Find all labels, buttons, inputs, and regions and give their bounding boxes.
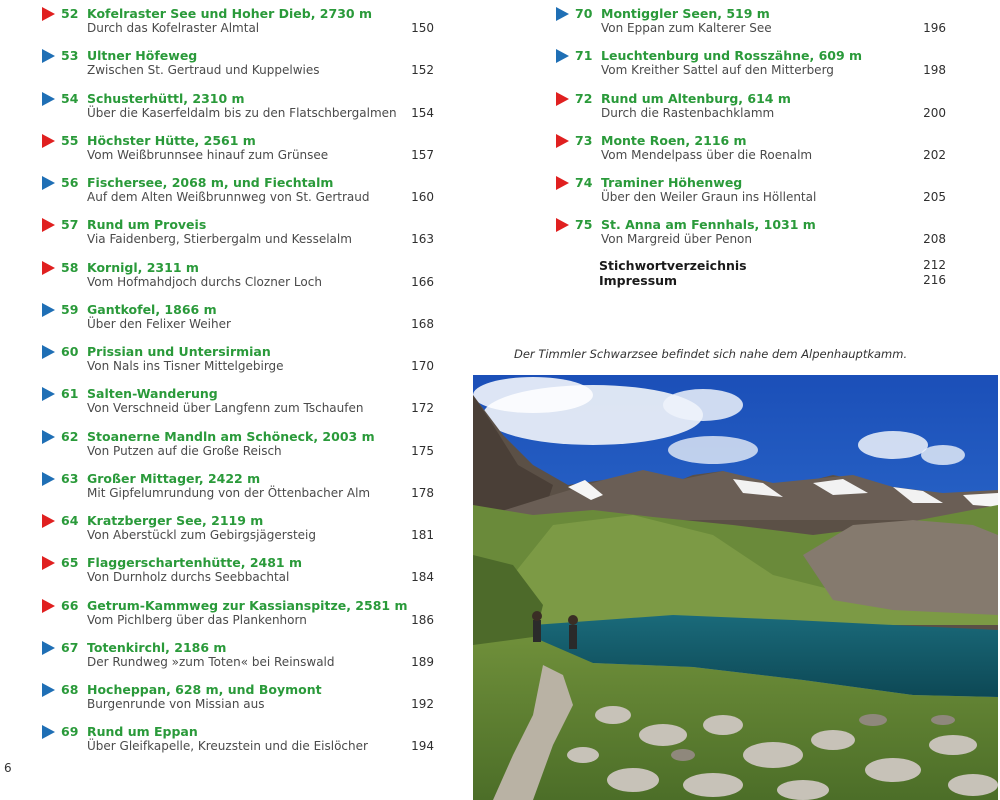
toc-entry[interactable] [42,680,434,714]
toc-entry[interactable] [42,384,434,418]
toc-entry-subtitle: Vom Hofmahdjoch durchs Clozner Loch [87,274,322,289]
toc-entry-page: 198 [923,63,946,78]
blue-triangle-icon [42,683,55,697]
blue-triangle-icon [42,472,55,486]
toc-entry-number: 63 [61,470,79,486]
toc-entry-page: 205 [923,190,946,204]
blue-triangle-icon [42,345,55,359]
toc-entry-subtitle: Von Durnholz durchs Seebbachtal [87,570,290,585]
toc-entry-title: Montiggler Seen, 519 m [601,6,770,21]
toc-entry-page: 170 [411,359,434,373]
toc-entry-page: 194 [411,739,434,754]
index-page: 212 [923,258,946,272]
toc-entry-number: 72 [575,90,593,106]
toc-entry-subtitle: Vom Mendelpass über die Roenalm [601,147,813,162]
toc-entry-number: 70 [575,6,593,21]
red-triangle-icon [556,218,569,232]
toc-entry[interactable] [42,4,434,38]
red-triangle-icon [42,599,55,613]
toc-entry-subtitle: Von Aberstückl zum Gebirgsjägersteig [87,528,316,542]
toc-entry-title: Salten-Wanderung [87,386,218,402]
blue-triangle-icon [42,92,55,106]
toc-entry-title: Hocheppan, 628 m, und Boymont [87,682,322,697]
toc-entry-title: Schusterhüttl, 2310 m [87,90,245,106]
toc-entry-title: Kornigl, 2311 m [87,259,199,275]
toc-entry[interactable] [42,215,434,249]
red-triangle-icon [556,92,569,106]
toc-entry[interactable] [42,427,434,461]
toc-entry-number: 59 [61,301,79,317]
toc-entry-subtitle: Burgenrunde von Missian aus [87,697,265,711]
toc-entry-page: 192 [411,697,434,711]
toc-entry-subtitle: Von Verschneid über Langfenn zum Tschaufen [87,401,364,416]
toc-entry[interactable] [556,215,946,249]
blue-triangle-icon [42,49,55,63]
toc-entry-subtitle: Über den Felixer Weiher [87,316,231,331]
toc-entry-title: Prissian und Untersirmian [87,344,271,359]
index-entry [556,273,946,289]
toc-entry-subtitle: Von Nals ins Tisner Mittelgebirge [87,359,284,373]
toc-entry-subtitle: Via Faidenberg, Stierbergalm und Kesselalm [87,232,352,247]
toc-entry[interactable] [42,173,434,207]
blue-triangle-icon [42,176,55,190]
toc-entry-number: 75 [575,217,593,233]
red-triangle-icon [42,218,55,232]
red-triangle-icon [556,134,569,148]
toc-entry-page: 202 [923,147,946,162]
toc-entry-subtitle: Der Rundweg »zum Toten« bei Reinswald [87,654,335,669]
red-triangle-icon [42,556,55,570]
toc-entry-subtitle: Über die Kaserfeldalm bis zu den Flatschbergalmen [87,105,397,120]
toc-entry-title: Höchster Hütte, 2561 m [87,132,256,148]
toc-entry-title: Rund um Eppan [87,724,198,740]
toc-entry[interactable] [556,89,946,123]
blue-triangle-icon [42,725,55,739]
toc-entry[interactable] [556,46,946,80]
toc-entry-page: 166 [411,274,434,289]
toc-entry-title: Ultner Höfeweg [87,48,198,64]
toc-entry-page: 184 [411,570,434,585]
toc-entry-page: 181 [411,528,434,542]
toc-entry[interactable] [42,300,434,334]
toc-entry[interactable] [42,469,434,503]
toc-entry[interactable] [42,722,434,756]
toc-entry[interactable] [42,342,434,376]
toc-entry-title: Flaggerschartenhütte, 2481 m [87,555,302,571]
toc-entry-subtitle: Durch das Kofelraster Almtal [87,21,260,35]
toc-entry-number: 52 [61,6,79,21]
toc-entry-number: 69 [61,724,79,740]
red-triangle-icon [42,514,55,528]
toc-entry-title: Rund um Proveis [87,217,207,233]
blue-triangle-icon [556,49,569,63]
toc-entry-subtitle: Zwischen St. Gertraud und Kuppelwies [87,63,320,78]
toc-entry-subtitle: Durch die Rastenbachklamm [601,105,775,120]
toc-entry-number: 73 [575,132,593,148]
toc-entry-page: 175 [411,443,434,458]
toc-entry-title: Monte Roen, 2116 m [601,132,747,148]
toc-entry-number: 71 [575,48,593,64]
toc-entry-title: Fischersee, 2068 m, und Fiechtalm [87,175,334,190]
toc-entry-subtitle: Vom Weißbrunnsee hinauf zum Grünsee [87,147,329,162]
red-triangle-icon [42,134,55,148]
toc-entry[interactable] [42,258,434,292]
toc-entry-page: 189 [411,654,434,669]
toc-entry-number: 67 [61,639,79,655]
mountain-lake-photo [473,375,998,800]
blue-triangle-icon [42,430,55,444]
toc-entry-title: Getrum-Kammweg zur Kassianspitze, 2581 m [87,597,408,613]
toc-entry[interactable] [42,596,434,630]
toc-entry-page: 186 [411,612,434,627]
toc-entry-page: 196 [923,21,946,35]
blue-triangle-icon [42,641,55,655]
toc-entry-title: Gantkofel, 1866 m [87,301,217,317]
toc-entry-page: 200 [923,105,946,120]
toc-entry-number: 62 [61,428,79,444]
toc-entry-subtitle: Über Gleifkapelle, Kreuzstein und die Eislöcher [87,739,368,754]
index-entry [556,258,946,274]
toc-entry[interactable] [42,638,434,672]
toc-entry-subtitle: Vom Kreither Sattel auf den Mitterberg [601,63,834,78]
toc-entry-page: 168 [411,316,434,331]
blue-triangle-icon [556,7,569,21]
toc-entry-subtitle: Von Eppan zum Kalterer See [601,21,772,35]
toc-entry-page: 160 [411,190,434,204]
red-triangle-icon [42,7,55,21]
toc-entry-subtitle: Vom Pichlberg über das Plankenhorn [87,612,307,627]
toc-entry[interactable] [556,131,946,165]
toc-entry[interactable] [42,553,434,587]
toc-entry-title: Kofelraster See und Hoher Dieb, 2730 m [87,6,372,21]
toc-entry-number: 61 [61,386,79,402]
toc-entry-page: 150 [411,21,434,35]
toc-entry-page: 208 [923,232,946,247]
page-number: 6 [4,761,12,775]
toc-entry-title: Totenkirchl, 2186 m [87,639,227,655]
toc-entry-page: 163 [411,232,434,247]
toc-entry-title: Kratzberger See, 2119 m [87,513,264,528]
toc-entry-page: 178 [411,485,434,500]
toc-entry-number: 58 [61,259,79,275]
toc-entry-number: 74 [575,175,593,190]
toc-entry-subtitle: Von Margreid über Penon [601,232,753,247]
toc-entry[interactable] [42,131,434,165]
toc-entry-number: 57 [61,217,79,233]
index-page: 216 [923,273,946,287]
toc-entry-number: 54 [61,90,79,106]
toc-entry-subtitle: Auf dem Alten Weißbrunnweg von St. Gertraud [87,190,370,204]
toc-entry-number: 56 [61,175,79,190]
toc-entry-subtitle: Über den Weiler Graun ins Höllental [601,190,817,204]
toc-entry-page: 172 [411,401,434,416]
toc-entry-number: 60 [61,344,79,359]
toc-entry-page: 152 [411,63,434,78]
toc-entry-page: 154 [411,105,434,120]
red-triangle-icon [556,176,569,190]
toc-entry-number: 66 [61,597,79,613]
blue-triangle-icon [42,303,55,317]
toc-entry[interactable] [42,89,434,123]
toc-entry-title: St. Anna am Fennhals, 1031 m [601,217,816,233]
red-triangle-icon [42,261,55,275]
toc-entry-number: 55 [61,132,79,148]
blue-triangle-icon [42,387,55,401]
toc-entry-page: 157 [411,147,434,162]
toc-entry-title: Großer Mittager, 2422 m [87,470,261,486]
toc-entry-title: Traminer Höhenweg [601,175,743,190]
toc-entry-number: 65 [61,555,79,571]
toc-entry-title: Rund um Altenburg, 614 m [601,90,791,106]
toc-entry-subtitle: Von Putzen auf die Große Reisch [87,443,282,458]
toc-entry[interactable] [42,46,434,80]
toc-entry[interactable] [556,4,946,38]
index-label: Impressum [599,273,678,288]
toc-entry-title: Leuchtenburg und Rosszähne, 609 m [601,48,863,64]
toc-entry-title: Stoanerne Mandln am Schöneck, 2003 m [87,428,375,444]
toc-entry-number: 53 [61,48,79,64]
photo-caption: Der Timmler Schwarzsee befindet sich nahe dem Alpenhauptkamm. [514,347,908,361]
index-label: Stichwortverzeichnis [599,258,747,273]
toc-entry[interactable] [556,173,946,207]
toc-entry-subtitle: Mit Gipfelumrundung von der Öttenbacher Alm [87,485,371,500]
toc-entry[interactable] [42,511,434,545]
toc-entry-number: 64 [61,513,79,528]
toc-entry-number: 68 [61,682,79,697]
